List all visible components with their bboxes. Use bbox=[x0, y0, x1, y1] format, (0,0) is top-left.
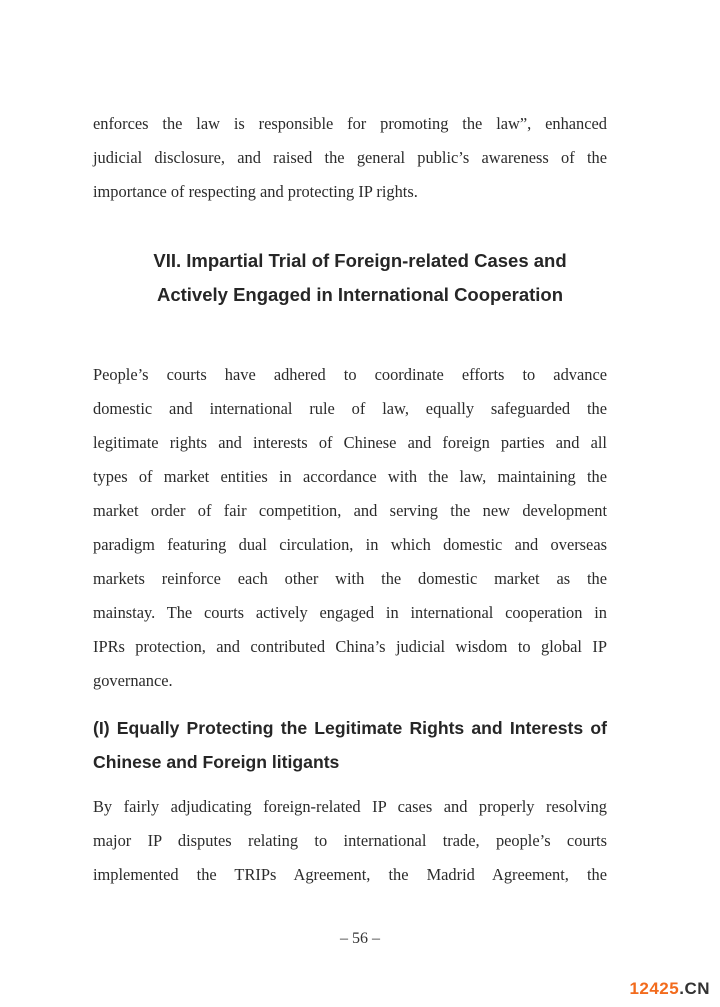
watermark-logo bbox=[629, 979, 710, 999]
paragraph-line: types of market entities in accordance with the law, maintaining the bbox=[93, 467, 607, 486]
paragraph-line: importance of respecting and protecting IP rights. bbox=[93, 182, 418, 201]
paragraph-line: major IP disputes relating to international trade, people’s courts bbox=[93, 831, 607, 850]
paragraph-line: domestic and international rule of law, equally safeguarded the bbox=[93, 399, 607, 418]
paragraph-line: markets reinforce each other with the domestic market as the bbox=[93, 569, 607, 588]
paragraph-line: paradigm featuring dual circulation, in which domestic and overseas bbox=[93, 535, 607, 554]
paragraph-line: enforces the law is responsible for promoting the law”, enhanced bbox=[93, 114, 607, 133]
section-heading-line: Actively Engaged in International Cooperation bbox=[156, 284, 564, 305]
paragraph-line: legitimate rights and interests of Chinese and foreign parties and all bbox=[93, 433, 607, 452]
page-number: – 56 – bbox=[340, 930, 380, 947]
paragraph-line: mainstay. The courts actively engaged in international cooperation in bbox=[93, 603, 607, 622]
watermark-domain: .CN bbox=[679, 979, 710, 998]
paragraph-line: judicial disclosure, and raised the general public’s awareness of the bbox=[93, 148, 607, 167]
subsection-heading-line: Chinese and Foreign litigants bbox=[93, 752, 340, 772]
paragraph-line: By fairly adjudicating foreign-related IP cases and properly resolving bbox=[93, 797, 607, 816]
watermark-number: 12425 bbox=[629, 979, 680, 998]
paragraph-line: market order of fair competition, and serving the new development bbox=[93, 501, 607, 520]
subsection-heading-line: (I) Equally Protecting the Legitimate Rights and Interests of bbox=[93, 718, 607, 738]
paragraph-line: IPRs protection, and contributed China’s judicial wisdom to global IP bbox=[93, 637, 607, 656]
paragraph-line: People’s courts have adhered to coordinate efforts to advance bbox=[93, 365, 607, 384]
paragraph-line: implemented the TRIPs Agreement, the Madrid Agreement, the bbox=[93, 865, 607, 884]
section-heading-line: VII. Impartial Trial of Foreign-related Cases and bbox=[153, 250, 567, 271]
paragraph-line: governance. bbox=[93, 671, 173, 690]
